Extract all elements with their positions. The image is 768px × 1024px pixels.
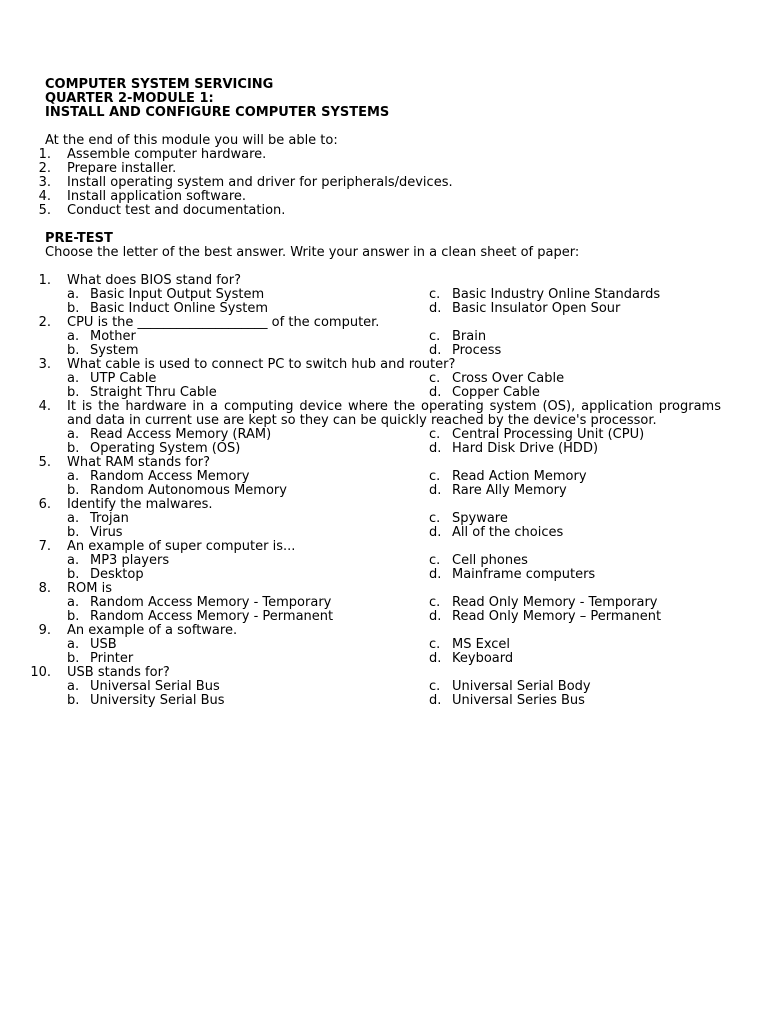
choice-text: Read Access Memory (RAM) [90,427,272,442]
question-text: An example of a software. [67,623,238,638]
choice-letter: d. [429,483,442,498]
choice-letter: d. [429,301,442,316]
choice-row [0,596,768,610]
objective-number: 2. [38,161,51,176]
objective-text: Install application software. [67,189,247,204]
question-item [0,400,768,428]
choice-letter: a. [67,427,80,442]
choice-row [0,638,768,652]
choice-text: All of the choices [452,525,564,540]
choice-text: Universal Series Bus [452,693,585,708]
choice-text: Straight Thru Cable [90,385,217,400]
question-item [0,498,768,512]
question-item [0,358,768,372]
choice-letter: c. [429,553,441,568]
question-number: 5. [38,455,51,470]
question-number: 7. [38,539,51,554]
choice-letter: d. [429,609,442,624]
choice-letter: b. [67,693,80,708]
choice-letter: b. [67,385,80,400]
question-list [0,274,768,708]
choice-letter: c. [429,287,441,302]
objective-item [0,148,768,162]
choice-row [0,442,768,456]
choice-text: Process [452,343,502,358]
heading-line-3: INSTALL AND CONFIGURE COMPUTER SYSTEMS [45,105,390,120]
question-item [0,624,768,638]
choice-row [0,302,768,316]
choice-letter: a. [67,329,80,344]
heading-line-2: QUARTER 2-MODULE 1: [45,91,214,106]
choice-letter: d. [429,651,442,666]
choice-letter: b. [67,609,80,624]
objective-number: 3. [38,175,51,190]
question-text: Identify the malwares. [67,497,213,512]
choice-text: University Serial Bus [90,693,225,708]
question-item [0,274,768,288]
choice-text: Random Access Memory [90,469,250,484]
question-text: CPU is the ____________________ of the computer. [67,315,380,330]
choice-letter: c. [429,637,441,652]
question-number: 10. [30,665,51,680]
choice-text: Read Only Memory - Temporary [452,595,658,610]
choice-text: Read Action Memory [452,469,587,484]
choice-letter: c. [429,329,441,344]
choice-text: Universal Serial Body [452,679,591,694]
choice-letter: b. [67,301,80,316]
choice-text: USB [90,637,117,652]
question-number: 8. [38,581,51,596]
choice-row [0,288,768,302]
choice-row [0,344,768,358]
choice-letter: c. [429,595,441,610]
choice-text: Mainframe computers [452,567,596,582]
question-item [0,582,768,596]
choice-row [0,652,768,666]
choice-letter: a. [67,595,80,610]
choice-row [0,554,768,568]
heading-line-1: COMPUTER SYSTEM SERVICING [45,77,274,92]
choice-letter: c. [429,469,441,484]
question-item [0,316,768,330]
choice-letter: d. [429,385,442,400]
question-number: 6. [38,497,51,512]
choice-letter: a. [67,553,80,568]
choice-letter: b. [67,343,80,358]
question-number: 3. [38,357,51,372]
choice-text: Operating System (OS) [90,441,241,456]
choice-text: Copper Cable [452,385,540,400]
choice-text: Rare Ally Memory [452,483,567,498]
question-text: It is the hardware in a computing device where the operating system (OS), application programs and data in current use are kept so they can be quickly reached by the device's processor. [67,399,721,428]
question-number: 4. [38,399,51,414]
choice-letter: d. [429,693,442,708]
choice-text: UTP Cable [90,371,157,386]
choice-row [0,512,768,526]
choice-text: Universal Serial Bus [90,679,220,694]
choice-letter: b. [67,651,80,666]
objective-item [0,204,768,218]
pretest-instruction: Choose the letter of the best answer. Write your answer in a clean sheet of paper: [45,245,580,260]
choice-text: Basic Input Output System [90,287,265,302]
choice-text: Brain [452,329,487,344]
choice-text: Basic Induct Online System [90,301,269,316]
objectives-list [0,148,768,218]
choice-letter: a. [67,511,80,526]
choice-text: Read Only Memory – Permanent [452,609,662,624]
choice-text: Random Access Memory - Permanent [90,609,334,624]
question-text: ROM is [67,581,112,596]
choice-text: Basic Industry Online Standards [452,287,661,302]
question-text: USB stands for? [67,665,170,680]
choice-letter: c. [429,427,441,442]
choice-text: Random Autonomous Memory [90,483,287,498]
choice-row [0,372,768,386]
choice-letter: b. [67,441,80,456]
objective-number: 5. [38,203,51,218]
choice-row [0,470,768,484]
question-text: What does BIOS stand for? [67,273,242,288]
choice-letter: d. [429,567,442,582]
objective-item [0,162,768,176]
choice-row [0,526,768,540]
question-number: 2. [38,315,51,330]
choice-letter: d. [429,343,442,358]
choice-letter: a. [67,287,80,302]
question-item [0,666,768,680]
question-number: 1. [38,273,51,288]
objective-text: Install operating system and driver for peripherals/devices. [67,175,453,190]
choice-row [0,484,768,498]
question-item [0,456,768,470]
module-heading [45,78,389,120]
choice-row [0,568,768,582]
question-text: What cable is used to connect PC to switch hub and router? [67,357,456,372]
choice-letter: b. [67,567,80,582]
choice-text: Cross Over Cable [452,371,565,386]
question-item [0,540,768,554]
choice-text: Virus [90,525,123,540]
objective-number: 4. [38,189,51,204]
question-text: An example of super computer is... [67,539,296,554]
choice-text: Desktop [90,567,144,582]
choice-text: MP3 players [90,553,170,568]
choice-text: Printer [90,651,134,666]
choice-letter: a. [67,679,80,694]
choice-letter: a. [67,371,80,386]
choice-row [0,428,768,442]
choice-letter: a. [67,469,80,484]
choice-text: Cell phones [452,553,528,568]
choice-text: Random Access Memory - Temporary [90,595,332,610]
choice-text: System [90,343,139,358]
choice-row [0,386,768,400]
choice-text: Trojan [90,511,129,526]
choice-row [0,330,768,344]
choice-text: Basic Insulator Open Sour [452,301,621,316]
choice-letter: a. [67,637,80,652]
choice-text: Central Processing Unit (CPU) [452,427,645,442]
objective-item [0,190,768,204]
choice-letter: d. [429,441,442,456]
question-text: What RAM stands for? [67,455,211,470]
objective-number: 1. [38,147,51,162]
choice-letter: c. [429,371,441,386]
choice-letter: c. [429,679,441,694]
objective-text: Assemble computer hardware. [67,147,267,162]
choice-row [0,694,768,708]
choice-text: Keyboard [452,651,514,666]
choice-letter: b. [67,483,80,498]
objective-text: Prepare installer. [67,161,177,176]
objective-text: Conduct test and documentation. [67,203,286,218]
choice-letter: d. [429,525,442,540]
choice-letter: b. [67,525,80,540]
choice-text: MS Excel [452,637,511,652]
choice-row [0,680,768,694]
intro-text: At the end of this module you will be able to: [45,133,338,148]
choice-row [0,610,768,624]
pretest-title: PRE-TEST [45,231,113,246]
choice-text: Hard Disk Drive (HDD) [452,441,599,456]
choice-letter: c. [429,511,441,526]
objective-item [0,176,768,190]
choice-text: Mother [90,329,136,344]
choice-text: Spyware [452,511,508,526]
question-number: 9. [38,623,51,638]
